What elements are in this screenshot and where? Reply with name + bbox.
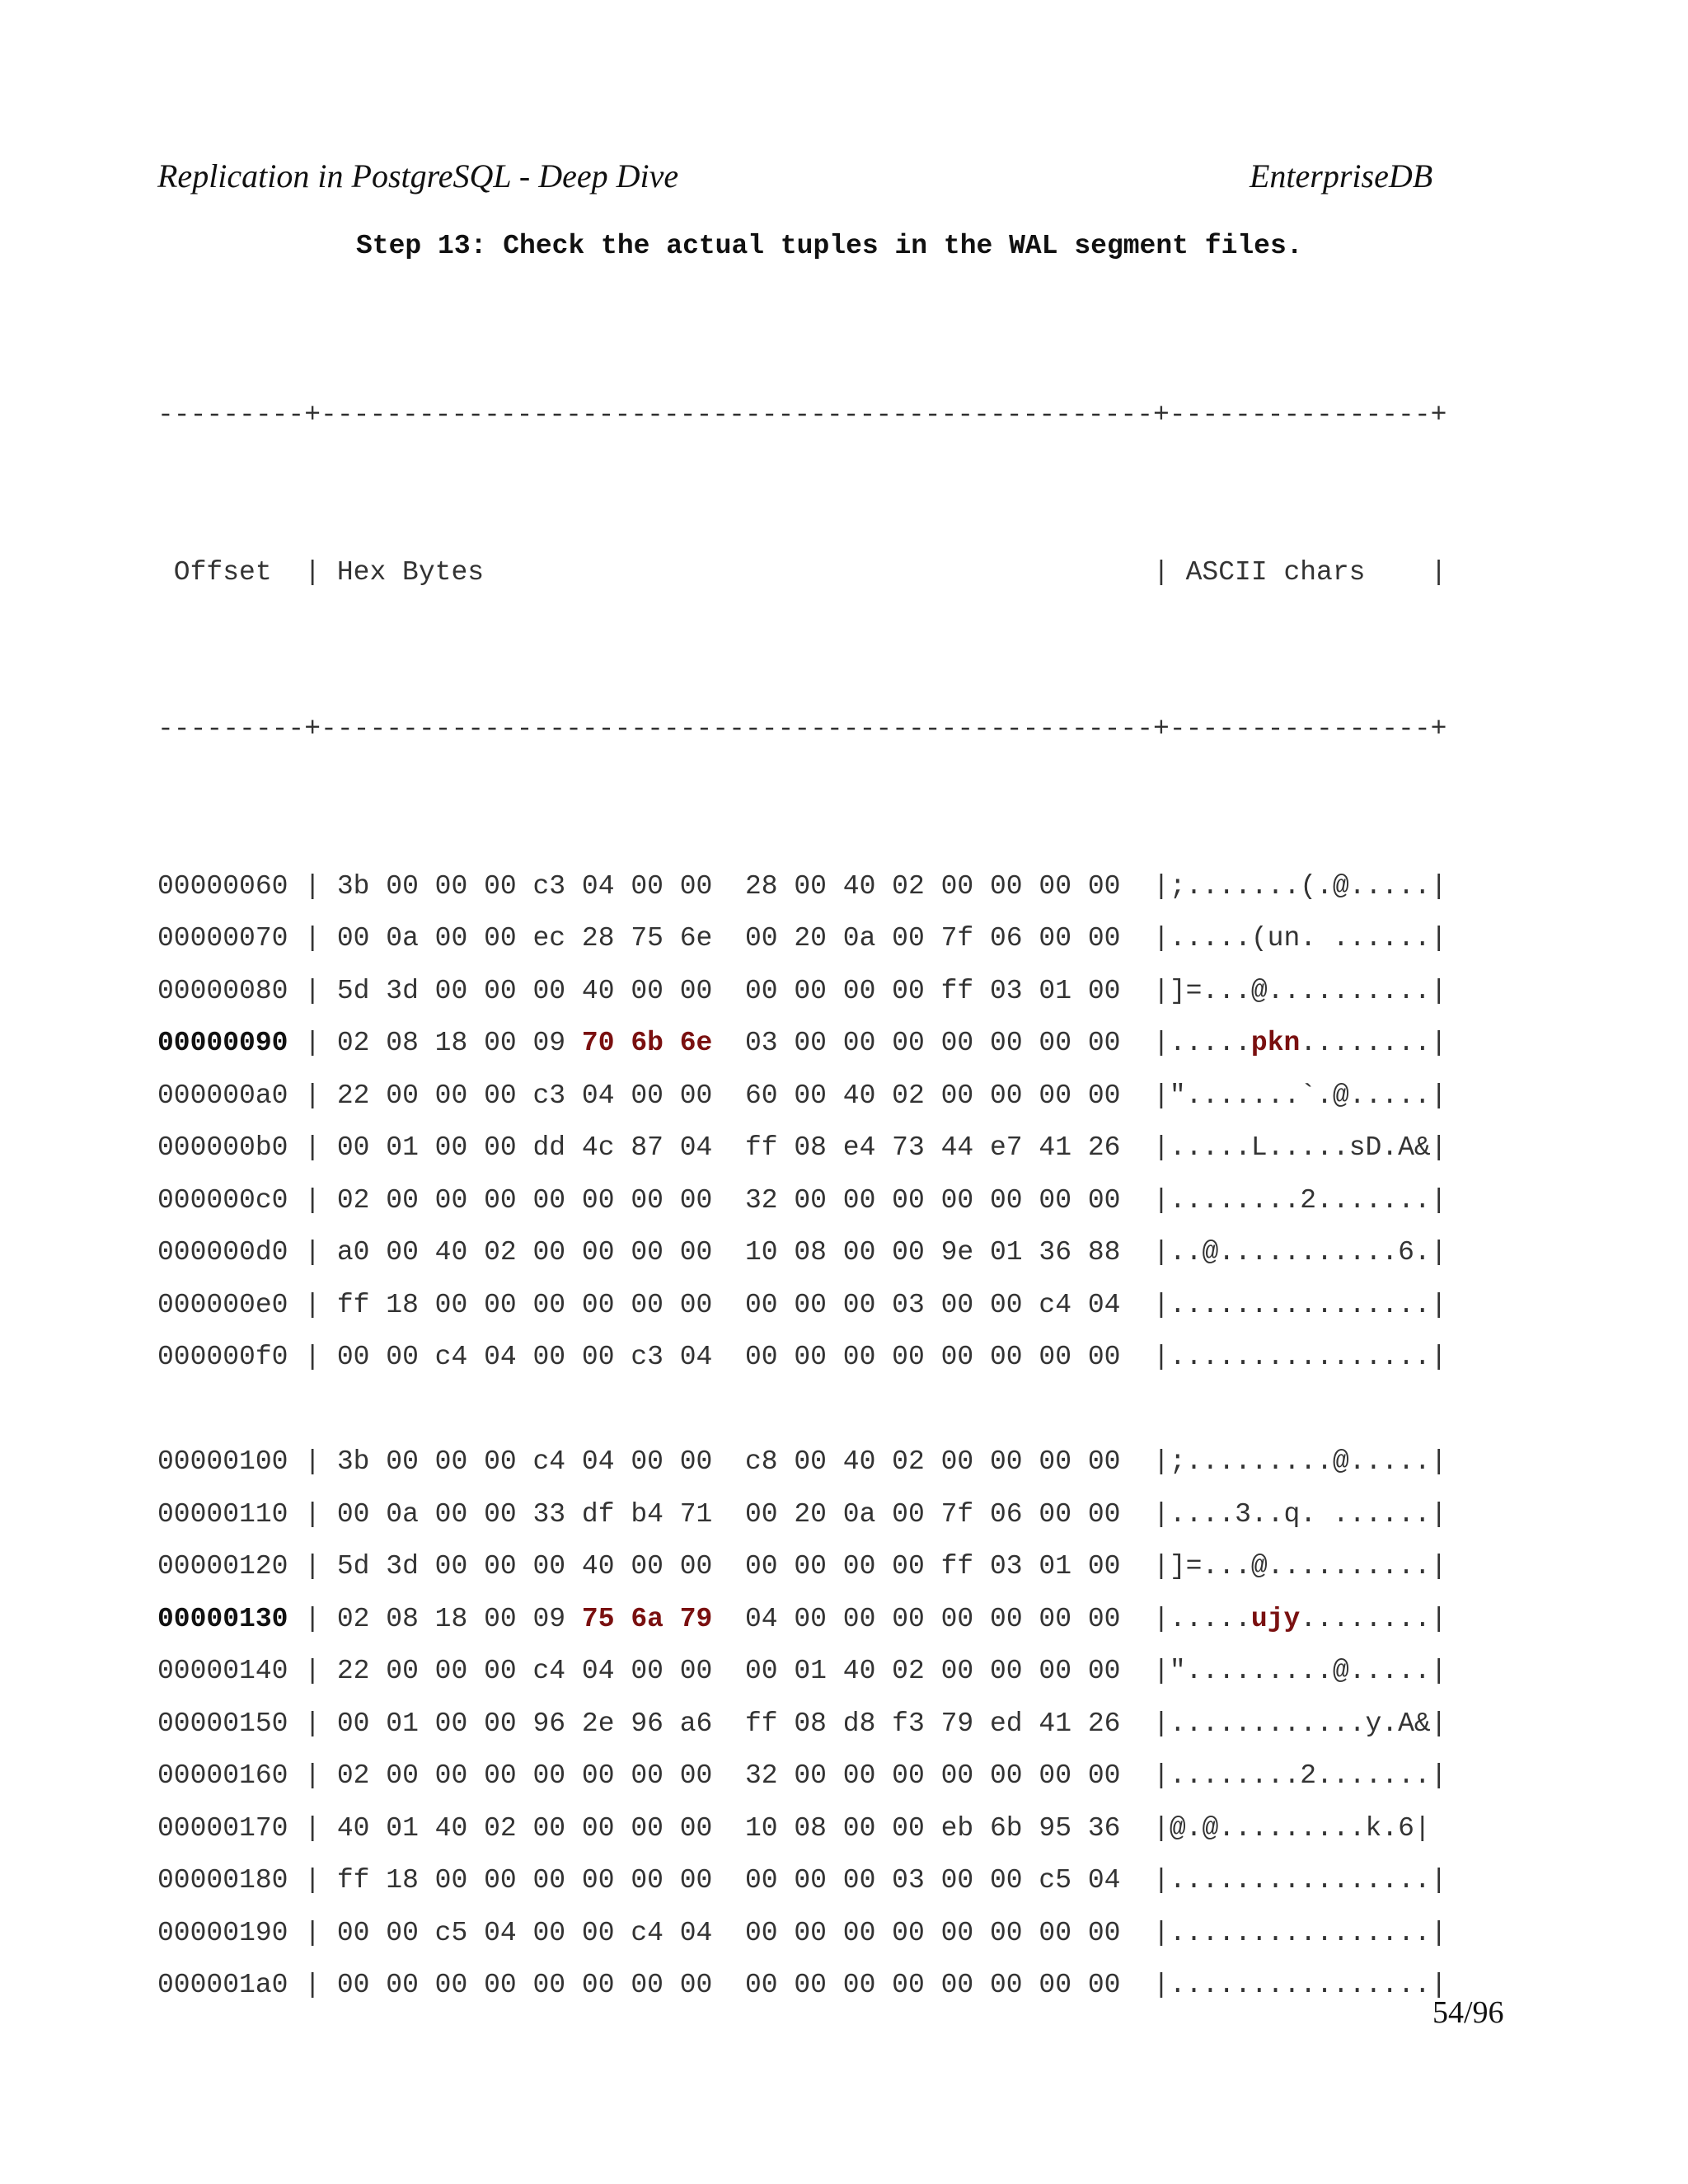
hex-bytes-second-half: 04 00 00 00 00 00 00 00 (744, 1603, 1121, 1634)
table-border-header: ---------+---------------------------------------------------+----------------+ (157, 714, 1447, 744)
block-separator (157, 1384, 1447, 1436)
hex-bytes-first-half: 02 08 18 00 09 (336, 1603, 566, 1634)
hex-bytes-second-half: 60 00 40 02 00 00 00 00 (744, 1080, 1121, 1111)
row-offset: 00000190 (157, 1917, 288, 1948)
hex-bytes-second-half: ff 08 e4 73 44 e7 41 26 (744, 1132, 1121, 1163)
table-row: 00000170 | 40 01 40 02 00 00 00 00 10 08 00 00 eb 6b 95 36 |@.@.........k.6| (157, 1812, 1431, 1844)
ascii-chars: ..... (1169, 1603, 1251, 1634)
row-offset: 00000060 (157, 870, 288, 902)
row-offset: 000000e0 (157, 1289, 288, 1320)
table-row: 00000160 | 02 00 00 00 00 00 00 00 32 00 00 00 00 00 00 00 |........2.......| (157, 1760, 1447, 1791)
table-row: 000000c0 | 02 00 00 00 00 00 00 00 32 00 00 00 00 00 00 00 |........2.......| (157, 1184, 1447, 1216)
row-offset: 000000b0 (157, 1132, 288, 1163)
hex-bytes-second-half: 00 20 0a 00 7f 06 00 00 (744, 1498, 1121, 1530)
hex-bytes-first-half: 22 00 00 00 c3 04 00 00 (336, 1080, 713, 1111)
hex-bytes-second-half: 00 00 00 00 00 00 00 00 (744, 1342, 1121, 1372)
row-offset: 00000090 (157, 1028, 288, 1058)
row-offset: 00000080 (157, 975, 288, 1006)
ascii-chars: ................ (1169, 1917, 1431, 1948)
header-hex-bytes: Hex Bytes (336, 556, 485, 588)
hex-dump-table (157, 284, 1447, 2064)
table-row: 00000060 | 3b 00 00 00 c3 04 00 00 28 00 40 02 00 00 00 00 |;.......(.@.....| (157, 870, 1447, 902)
hex-bytes-highlight: 70 6b 6e (581, 1028, 713, 1058)
row-offset: 00000140 (157, 1656, 288, 1686)
document-title: Replication in PostgreSQL - Deep Dive (157, 157, 679, 194)
row-offset: 000001a0 (157, 1970, 288, 2000)
table-row: 000001a0 | 00 00 00 00 00 00 00 00 00 00 00 00 00 00 00 00 |................| (157, 1970, 1447, 2000)
ascii-chars: .....L.....sD.A& (1169, 1132, 1431, 1163)
header-ascii-chars: ASCII chars (1185, 556, 1366, 588)
ascii-chars: ..... (1169, 1028, 1251, 1058)
hex-bytes-second-half: 32 00 00 00 00 00 00 00 (744, 1184, 1121, 1216)
hex-bytes-first-half: 00 00 00 00 00 00 00 00 (336, 1970, 713, 2000)
ascii-chars: ................ (1169, 1865, 1431, 1896)
hex-bytes-second-half: 10 08 00 00 9e 01 36 88 (744, 1237, 1121, 1268)
hex-bytes-second-half: 00 00 00 03 00 00 c5 04 (744, 1865, 1121, 1896)
row-offset: 000000c0 (157, 1184, 288, 1216)
row-offset: 00000150 (157, 1708, 288, 1739)
hex-bytes-first-half: 00 00 c4 04 00 00 c3 04 (336, 1342, 713, 1372)
table-row: 00000140 | 22 00 00 00 c4 04 00 00 00 01 40 02 00 00 00 00 |".........@.....| (157, 1656, 1447, 1686)
row-offset: 00000100 (157, 1446, 288, 1477)
company-name: EnterpriseDB (1250, 157, 1433, 194)
hex-bytes-first-half: 5d 3d 00 00 00 40 00 00 (336, 975, 713, 1006)
ascii-chars: ................ (1169, 1970, 1431, 2000)
row-offset: 00000110 (157, 1498, 288, 1530)
ascii-chars: ........ (1300, 1028, 1431, 1058)
step-title: Step 13: Check the actual tuples in the WAL segment files. (356, 231, 1303, 261)
hex-bytes-first-half: 02 00 00 00 00 00 00 00 (336, 1184, 713, 1216)
hex-bytes-second-half: 00 00 00 00 ff 03 01 00 (744, 1551, 1121, 1582)
table-row: 000000d0 | a0 00 40 02 00 00 00 00 10 08 00 00 9e 01 36 88 |..@...........6.| (157, 1237, 1447, 1268)
row-offset: 000000d0 (157, 1237, 288, 1268)
hex-bytes-first-half: 00 0a 00 00 33 df b4 71 (336, 1498, 713, 1530)
table-row: 00000070 | 00 0a 00 00 ec 28 75 6e 00 20 0a 00 7f 06 00 00 |.....(un. ......| (157, 923, 1447, 954)
table-row: 00000180 | ff 18 00 00 00 00 00 00 00 00 00 03 00 00 c5 04 |................| (157, 1865, 1447, 1896)
hex-bytes-second-half: 00 20 0a 00 7f 06 00 00 (744, 923, 1121, 954)
ascii-chars: ........ (1300, 1603, 1431, 1634)
table-border-top: ---------+---------------------------------------------------+----------------+ (157, 400, 1447, 430)
row-offset: 00000160 (157, 1760, 288, 1791)
hex-bytes-second-half: ff 08 d8 f3 79 ed 41 26 (744, 1708, 1121, 1739)
ascii-chars: ".......`.@..... (1169, 1080, 1431, 1111)
table-row: 000000f0 | 00 00 c4 04 00 00 c3 04 00 00 00 00 00 00 00 00 |................| (157, 1342, 1447, 1372)
hex-bytes-first-half: 00 0a 00 00 ec 28 75 6e (336, 923, 713, 954)
hex-bytes-first-half: 3b 00 00 00 c4 04 00 00 (336, 1446, 713, 1477)
ascii-chars: @.@.........k.6 (1169, 1812, 1414, 1844)
ascii-chars: ................ (1169, 1289, 1431, 1320)
ascii-chars: ;.......(.@..... (1169, 870, 1431, 902)
hex-bytes-first-half: ff 18 00 00 00 00 00 00 (336, 1865, 713, 1896)
hex-bytes-first-half: 22 00 00 00 c4 04 00 00 (336, 1656, 713, 1686)
hex-rows (157, 860, 1447, 2012)
table-row: 00000190 | 00 00 c5 04 00 00 c4 04 00 00 00 00 00 00 00 00 |................| (157, 1917, 1447, 1948)
row-offset: 00000130 (157, 1603, 288, 1634)
row-offset: 000000f0 (157, 1342, 288, 1372)
ascii-chars-highlight: ujy (1250, 1603, 1301, 1634)
hex-bytes-second-half: 00 00 00 00 00 00 00 00 (744, 1970, 1121, 2000)
table-row: 00000150 | 00 01 00 00 96 2e 96 a6 ff 08 d8 f3 79 ed 41 26 |............y.A&| (157, 1708, 1447, 1739)
ascii-chars: ".........@..... (1169, 1656, 1431, 1686)
table-row: 00000080 | 5d 3d 00 00 00 40 00 00 00 00 00 00 ff 03 01 00 |]=...@..........| (157, 975, 1447, 1006)
row-offset: 00000070 (157, 923, 288, 954)
ascii-chars: ....3..q. ...... (1169, 1498, 1431, 1530)
hex-bytes-first-half: 40 01 40 02 00 00 00 00 (336, 1812, 713, 1844)
hex-bytes-second-half: 00 01 40 02 00 00 00 00 (744, 1656, 1121, 1686)
hex-bytes-second-half: c8 00 40 02 00 00 00 00 (744, 1446, 1121, 1477)
hex-bytes-second-half: 00 00 00 00 00 00 00 00 (744, 1917, 1121, 1948)
hex-bytes-highlight: 75 6a 79 (581, 1603, 713, 1634)
hex-bytes-second-half: 28 00 40 02 00 00 00 00 (744, 870, 1121, 902)
hex-bytes-first-half: 00 01 00 00 dd 4c 87 04 (336, 1132, 713, 1163)
page-number: 54/96 (1432, 1995, 1504, 2030)
table-row: 00000090 | 02 08 18 00 09 70 6b 6e 03 00 00 00 00 00 00 00 |.....pkn........| (157, 1028, 1447, 1058)
table-row: 00000130 | 02 08 18 00 09 75 6a 79 04 00 00 00 00 00 00 00 |.....ujy........| (157, 1603, 1447, 1634)
hex-bytes-first-half: a0 00 40 02 00 00 00 00 (336, 1237, 713, 1268)
hex-bytes-first-half: 02 08 18 00 09 (336, 1028, 566, 1058)
hex-bytes-first-half: ff 18 00 00 00 00 00 00 (336, 1289, 713, 1320)
table-row: 000000b0 | 00 01 00 00 dd 4c 87 04 ff 08 e4 73 44 e7 41 26 |.....L.....sD.A&| (157, 1132, 1447, 1163)
ascii-chars: .....(un. ...... (1169, 923, 1431, 954)
hex-bytes-second-half: 10 08 00 00 eb 6b 95 36 (744, 1812, 1121, 1844)
table-row: 00000120 | 5d 3d 00 00 00 40 00 00 00 00 00 00 ff 03 01 00 |]=...@..........| (157, 1551, 1447, 1582)
hex-bytes-first-half: 00 01 00 00 96 2e 96 a6 (336, 1708, 713, 1739)
hex-bytes-first-half: 3b 00 00 00 c3 04 00 00 (336, 870, 713, 902)
hex-bytes-second-half: 00 00 00 00 ff 03 01 00 (744, 975, 1121, 1006)
table-row: 000000e0 | ff 18 00 00 00 00 00 00 00 00 00 03 00 00 c4 04 |................| (157, 1289, 1447, 1320)
ascii-chars: ]=...@.......... (1169, 1551, 1431, 1582)
table-row: 00000110 | 00 0a 00 00 33 df b4 71 00 20 0a 00 7f 06 00 00 |....3..q. ......| (157, 1498, 1447, 1530)
row-offset: 00000120 (157, 1551, 288, 1582)
row-offset: 00000170 (157, 1812, 288, 1844)
ascii-chars: ................ (1169, 1342, 1431, 1372)
row-offset: 00000180 (157, 1865, 288, 1896)
hex-bytes-first-half: 02 00 00 00 00 00 00 00 (336, 1760, 713, 1791)
table-row: 00000100 | 3b 00 00 00 c4 04 00 00 c8 00 40 02 00 00 00 00 |;.........@.....| (157, 1446, 1447, 1477)
ascii-chars: ........2....... (1169, 1184, 1431, 1216)
row-offset: 000000a0 (157, 1080, 288, 1111)
ascii-chars-highlight: pkn (1250, 1028, 1301, 1058)
ascii-chars: ............y.A& (1169, 1708, 1431, 1739)
hex-bytes-second-half: 00 00 00 03 00 00 c4 04 (744, 1289, 1121, 1320)
table-row: 000000a0 | 22 00 00 00 c3 04 00 00 60 00 40 02 00 00 00 00 |".......`.@.....| (157, 1080, 1447, 1111)
hex-bytes-first-half: 5d 3d 00 00 00 40 00 00 (336, 1551, 713, 1582)
hex-bytes-second-half: 03 00 00 00 00 00 00 00 (744, 1028, 1121, 1058)
hex-bytes-second-half: 32 00 00 00 00 00 00 00 (744, 1760, 1121, 1791)
ascii-chars: ..@...........6. (1169, 1237, 1431, 1268)
table-header-row: Offset | Hex Bytes | ASCII chars | (157, 556, 1447, 588)
ascii-chars: ;.........@..... (1169, 1446, 1431, 1477)
header-offset: Offset (157, 556, 272, 588)
hex-bytes-first-half: 00 00 c5 04 00 00 c4 04 (336, 1917, 713, 1948)
ascii-chars: ]=...@.......... (1169, 975, 1431, 1006)
ascii-chars: ........2....... (1169, 1760, 1431, 1791)
